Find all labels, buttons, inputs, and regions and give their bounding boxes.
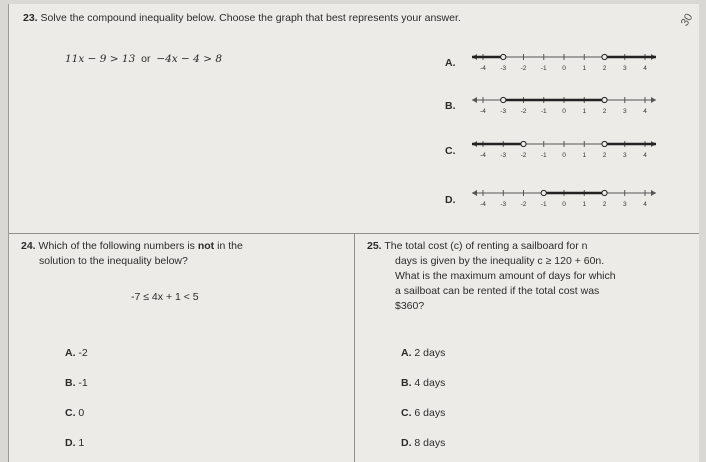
q25-line5: $360?: [395, 300, 425, 312]
endpoint-left: [501, 54, 506, 59]
tick-label: 0: [562, 65, 566, 72]
q25-option-a-text: 2 days: [414, 347, 446, 359]
q24-number: 24.: [21, 240, 36, 252]
tick-label: 2: [602, 108, 607, 115]
q25-line4: a sailboat can be rented if the total cost was: [395, 285, 600, 297]
corner-mark: 30: [678, 11, 696, 29]
tick-label: 4: [643, 201, 647, 208]
q24-option-a-text: -2: [78, 347, 88, 359]
q25-option-b-text: 4 days: [414, 377, 446, 389]
q24-prompt-pre: Which of the following numbers is: [38, 240, 198, 252]
q24-inequality: -7 ≤ 4x + 1 < 5: [131, 291, 199, 303]
tick-label: 4: [643, 65, 647, 72]
endpoint-right: [602, 97, 607, 102]
tick-label: -4: [480, 152, 486, 159]
q24-option-a-letter: A.: [65, 347, 76, 359]
tick-label: -1: [540, 65, 547, 72]
q23-inequality-b: −4x − 4 > 8: [156, 53, 223, 65]
q24-option-d-text: 1: [78, 437, 85, 449]
tick-label: -1: [540, 108, 547, 115]
tick-label: 2: [602, 152, 607, 159]
axis-arrow-right: [651, 97, 656, 103]
tick-label: 3: [622, 108, 627, 115]
q25-option-d-letter: D.: [401, 437, 412, 449]
q25-line2: days is given by the inequality c ≥ 120 + 60n.: [395, 255, 605, 267]
number-line: [469, 91, 659, 117]
q23-option-b-letter[interactable]: B.: [445, 100, 456, 112]
endpoint-right: [602, 54, 607, 59]
q23-option-d-letter[interactable]: D.: [445, 194, 456, 206]
q25-option-a-letter: A.: [401, 347, 412, 359]
q25-option-c[interactable]: [401, 407, 445, 420]
q24-option-b-text: -1: [78, 377, 88, 389]
q23-prompt: Solve the compound inequality below. Choose the graph that best represents your answer.: [40, 12, 461, 24]
q24-option-a[interactable]: [65, 347, 88, 360]
tick-label: 0: [562, 152, 566, 159]
q25-number: 25.: [367, 240, 382, 252]
q24-option-c-letter: C.: [65, 407, 76, 419]
tick-label: 0: [562, 108, 566, 115]
tick-label: 3: [622, 65, 627, 72]
tick-label: -4: [480, 201, 486, 208]
tick-label: -3: [500, 152, 507, 159]
tick-label: 2: [602, 201, 607, 208]
endpoint-right: [602, 141, 607, 146]
q23-option-c-graph[interactable]: [469, 135, 659, 161]
q23-option-a-graph[interactable]: [469, 48, 659, 74]
q24-option-c-text: 0: [78, 407, 85, 419]
axis-arrow-right: [651, 190, 656, 196]
tick-label: 1: [582, 108, 587, 115]
q24-option-b-letter: B.: [65, 377, 76, 389]
q24-prompt-post: in the: [214, 240, 243, 252]
tick-label: -1: [540, 201, 547, 208]
endpoint-left: [541, 190, 546, 195]
q25-option-c-text: 6 days: [414, 407, 446, 419]
tick-label: -3: [500, 201, 507, 208]
q24-option-b[interactable]: [65, 377, 88, 390]
q25-text1: The total cost (c) of renting a sailboard for n: [384, 240, 588, 252]
tick-label: 1: [582, 152, 587, 159]
q25-line3: What is the maximum amount of days for which: [395, 270, 616, 282]
q24-option-d-letter: D.: [65, 437, 76, 449]
tick-label: 0: [562, 201, 566, 208]
endpoint-right: [602, 190, 607, 195]
endpoint-left: [521, 141, 526, 146]
axis-arrow-left: [472, 190, 477, 196]
axis-arrow-left: [472, 97, 477, 103]
q23-inequality: [65, 53, 222, 66]
q25-option-d[interactable]: [401, 437, 445, 450]
number-line: [469, 48, 659, 74]
tick-label: -4: [480, 65, 486, 72]
tick-label: 4: [643, 152, 647, 159]
tick-label: -2: [520, 201, 527, 208]
q24-line1: [21, 240, 243, 253]
q24-prompt-not: not: [197, 240, 215, 252]
q25-option-b-letter: B.: [401, 377, 412, 389]
q25-line1: [367, 240, 587, 253]
tick-label: -2: [520, 108, 527, 115]
q23-option-c-letter[interactable]: C.: [445, 145, 456, 157]
q23-header: [23, 12, 461, 25]
tick-label: 3: [622, 152, 627, 159]
q25-option-b[interactable]: [401, 377, 445, 390]
tick-label: -3: [500, 108, 507, 115]
tick-label: -2: [520, 65, 527, 72]
tick-label: -1: [540, 152, 547, 159]
q25-option-a[interactable]: [401, 347, 445, 360]
tick-label: -3: [500, 65, 507, 72]
tick-label: -2: [520, 152, 527, 159]
tick-label: 1: [582, 201, 587, 208]
q25-option-c-letter: C.: [401, 407, 412, 419]
tick-label: -4: [480, 108, 486, 115]
q23-number: 23.: [23, 12, 38, 24]
q23-inequality-a: 11x − 9 > 13: [65, 53, 136, 65]
tick-label: 4: [643, 108, 647, 115]
q25-option-d-text: 8 days: [414, 437, 446, 449]
q24-line2: solution to the inequality below?: [39, 255, 188, 267]
q23-option-d-graph[interactable]: [469, 184, 659, 210]
tick-label: 2: [602, 65, 607, 72]
q23-connector: or: [141, 53, 151, 65]
q24-option-d[interactable]: [65, 437, 84, 450]
tick-label: 3: [622, 201, 627, 208]
q24-option-c[interactable]: [65, 407, 84, 420]
number-line: [469, 184, 659, 210]
endpoint-left: [501, 97, 506, 102]
q23-option-b-graph[interactable]: [469, 91, 659, 117]
column-divider: [354, 233, 355, 462]
worksheet: [8, 4, 699, 462]
number-line: [469, 135, 659, 161]
q23-option-a-letter[interactable]: A.: [445, 57, 456, 69]
tick-label: 1: [582, 65, 587, 72]
